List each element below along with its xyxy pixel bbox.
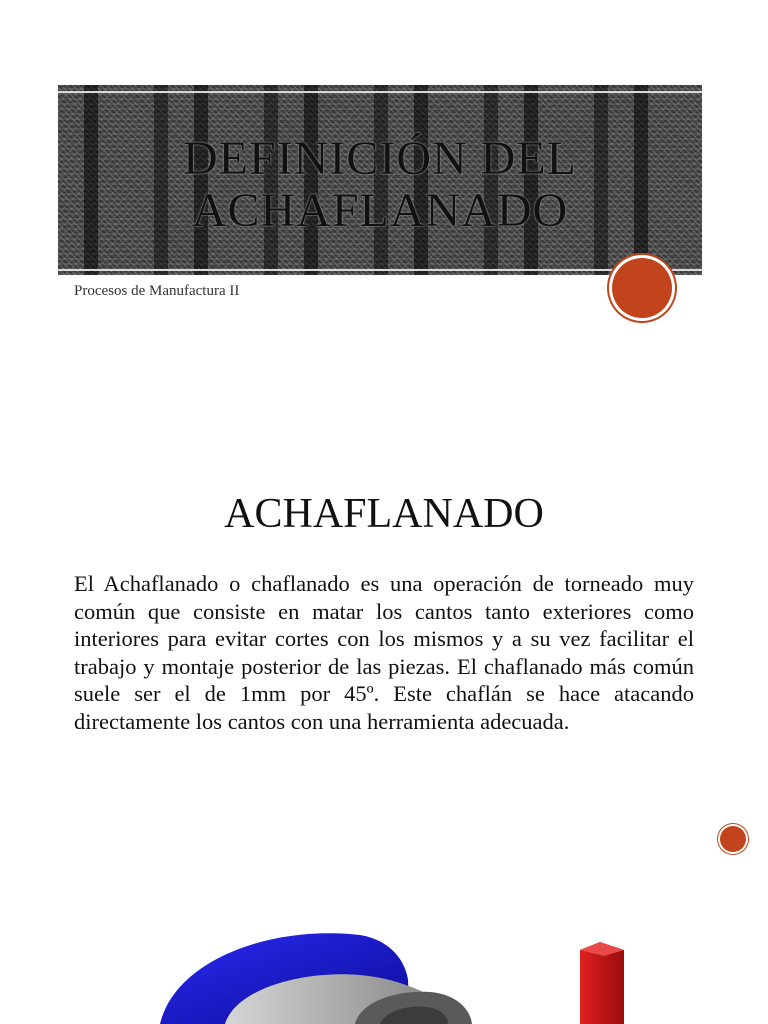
slide-subtitle: Procesos de Manufactura II bbox=[74, 283, 240, 299]
lathe-chamfer-illustration bbox=[0, 920, 768, 1024]
orange-circle-icon bbox=[612, 258, 672, 318]
orange-circle-icon bbox=[720, 826, 746, 852]
title-banner bbox=[58, 85, 702, 275]
slide-title: DEFINICIÓN DEL ACHAFLANADO bbox=[183, 132, 577, 237]
body-paragraph: El Achaflanado o chaflanado es una operación de torneado muy común que consiste en matar los cantos tanto exteriores como interiores para evitar cortes con los mismos y a su vez facilitar el trabajo y montaje posterior de las piezas. El chaflanado más común suele ser el de 1mm por 45º. Este chaflán se hace atacando directamente los cantos con una herramienta adecuada. bbox=[74, 571, 694, 734]
section-heading: ACHAFLANADO bbox=[224, 491, 544, 537]
